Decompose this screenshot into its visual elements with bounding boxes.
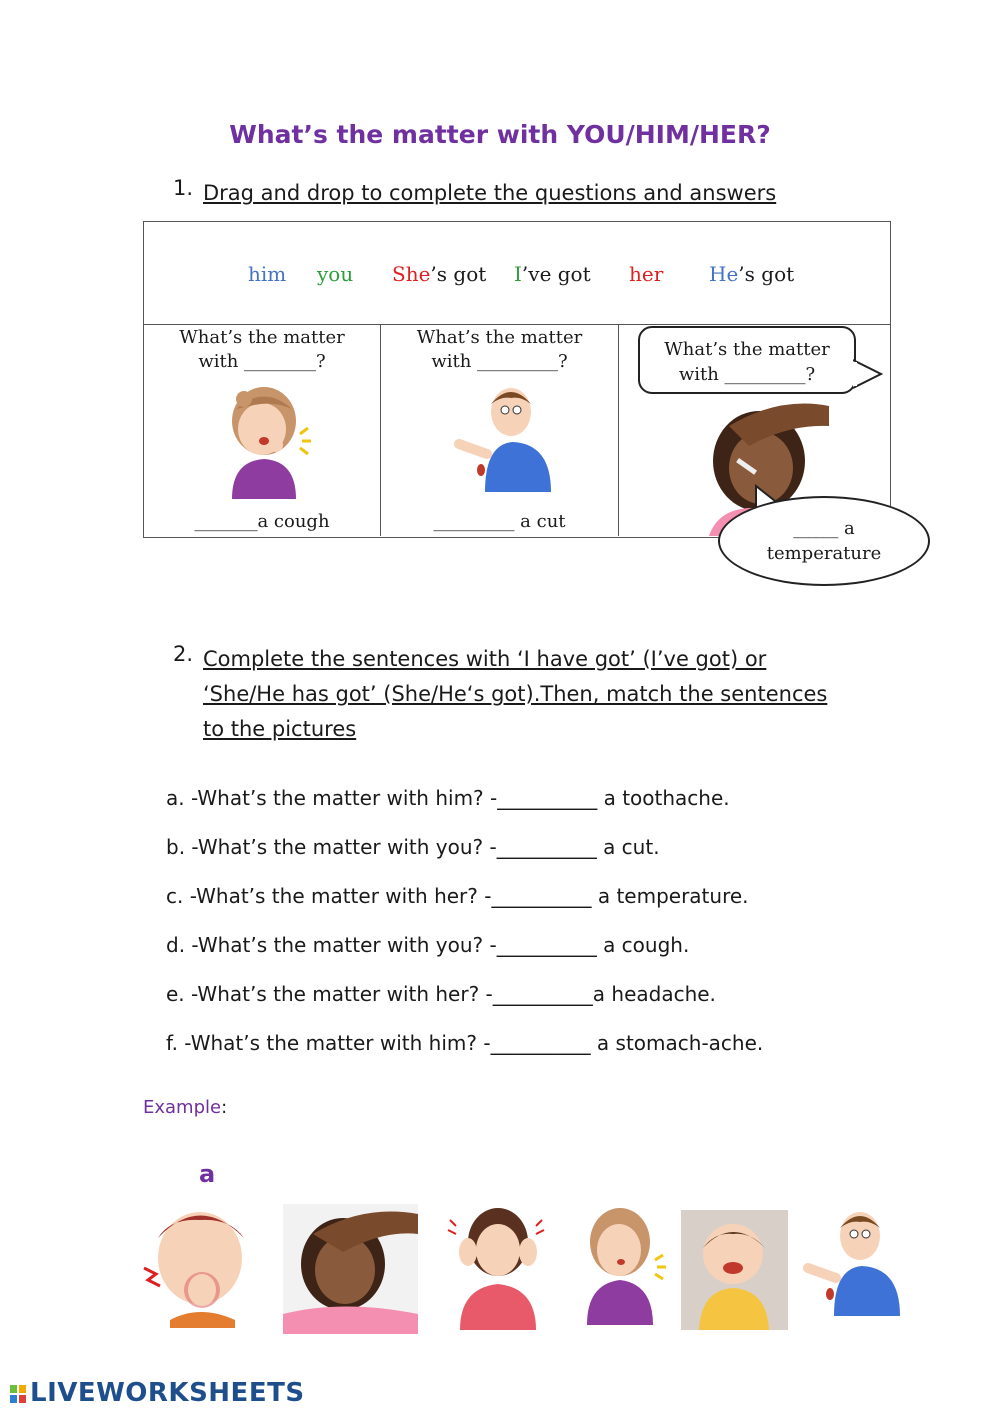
word-her[interactable]: her — [629, 262, 664, 286]
cell-answer[interactable]: _________ a cut — [433, 511, 566, 532]
word-shes-got[interactable]: She’s got — [392, 262, 487, 286]
section-1-text: Drag and drop to complete the questions and answers — [203, 181, 777, 205]
word-him[interactable]: him — [248, 262, 287, 286]
boy-toothache-icon[interactable] — [140, 1198, 255, 1328]
example-letter: a — [199, 1160, 216, 1188]
sentence-b[interactable]: b. -What’s the matter with you? -__________ a cut. — [166, 835, 660, 859]
answer-line: temperature — [766, 543, 882, 564]
page-title: What’s the matter with YOU/HIM/HER? — [229, 120, 771, 149]
girl-coughing-icon — [214, 379, 314, 499]
word-hes-got[interactable]: He’s got — [709, 262, 795, 286]
sentence-c[interactable]: c. -What’s the matter with her? -__________ a temperature. — [166, 884, 749, 908]
question-blank[interactable]: with _________? — [678, 364, 816, 385]
section-1-instruction — [173, 176, 873, 206]
boy-cut-arm-icon — [451, 382, 561, 497]
question-line: What’s the matter — [179, 327, 345, 348]
instruction-line: to the pictures — [203, 717, 357, 741]
section-2-number: 2. — [173, 642, 194, 666]
word-you[interactable]: you — [317, 262, 354, 286]
cell-question — [144, 326, 380, 374]
cell-answer[interactable]: _______a cough — [194, 511, 330, 532]
example-label: Example: — [143, 1097, 228, 1118]
question-blank[interactable]: with ________? — [198, 351, 326, 372]
section-2-instruction — [173, 642, 873, 752]
bubble-tail-icon — [853, 358, 883, 392]
answer-speech-bubble — [718, 496, 930, 586]
instruction-line: ‘She/He has got’ (She/He‘s got).Then, match the sentences — [203, 682, 828, 706]
instruction-line: Complete the sentences with ‘I have got’ (I’ve got) or — [203, 647, 767, 671]
question-speech-bubble — [638, 326, 856, 394]
cell-cut — [381, 324, 619, 536]
sentence-e[interactable]: e. -What’s the matter with her? -__________a headache. — [166, 982, 716, 1006]
word-bank — [143, 221, 891, 325]
sentence-f[interactable]: f. -What’s the matter with him? -__________ a stomach-ache. — [166, 1031, 764, 1055]
question-blank[interactable]: with _________? — [431, 351, 568, 372]
boy-cut-icon[interactable] — [800, 1206, 910, 1321]
question-line: What’s the matter — [664, 339, 830, 360]
section-1-number: 1. — [173, 176, 194, 200]
cell-cough — [144, 324, 381, 536]
boy-stomach-ache-icon[interactable] — [681, 1210, 788, 1330]
word-ive-got[interactable]: I’ve got — [514, 262, 591, 286]
section-2-text — [203, 642, 873, 747]
liveworksheets-brand: LIVEWORKSHEETS — [30, 1378, 305, 1408]
question-line: What’s the matter — [416, 327, 583, 348]
cell-question — [381, 326, 618, 374]
sentence-a[interactable]: a. -What’s the matter with him? -__________ a toothache. — [166, 786, 730, 810]
girl-temperature-icon[interactable] — [283, 1204, 418, 1334]
sentence-d[interactable]: d. -What’s the matter with you? -__________ a cough. — [166, 933, 690, 957]
answer-blank[interactable]: _____ a — [793, 518, 855, 539]
woman-headache-icon[interactable] — [440, 1200, 555, 1330]
girl-cough-icon[interactable] — [575, 1200, 670, 1325]
